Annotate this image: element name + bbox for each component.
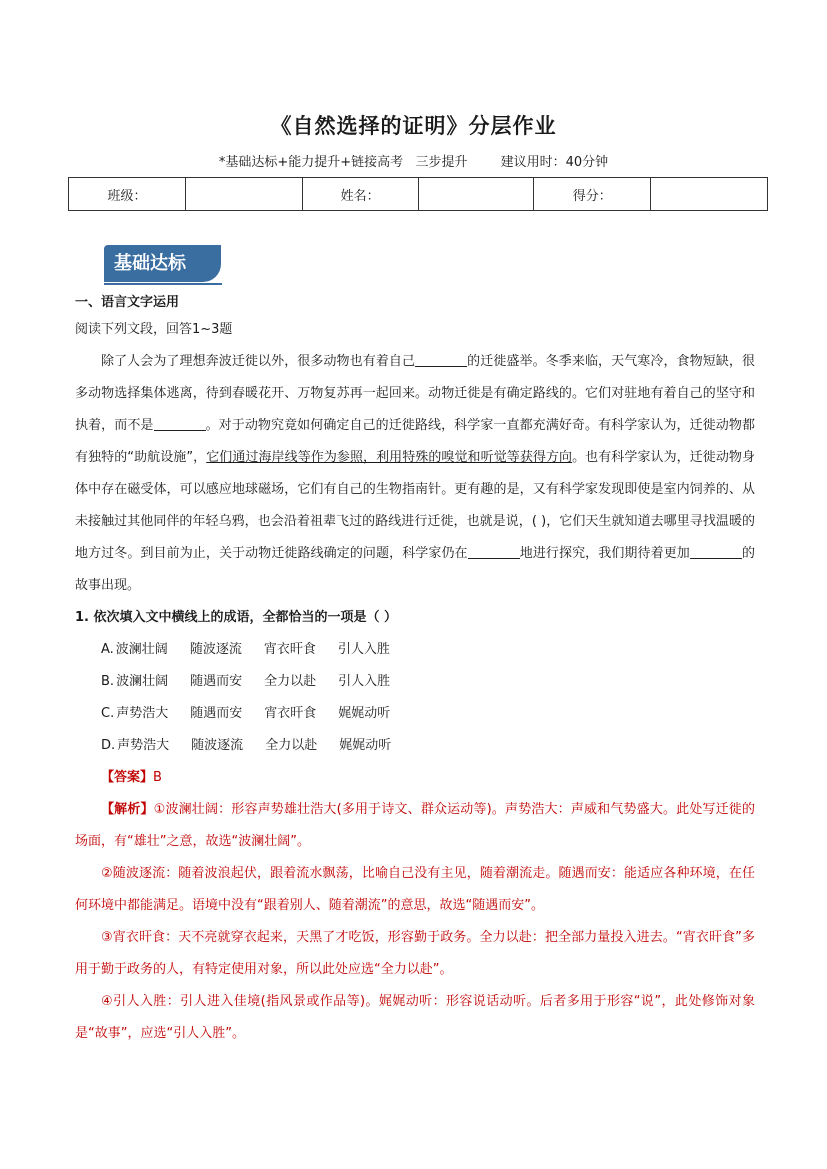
score-label: 得分：: [534, 178, 651, 211]
name-field[interactable]: [418, 178, 534, 211]
option-b[interactable]: [75, 666, 755, 698]
option-word: 随波逐流: [191, 738, 244, 753]
passage-text-7: 的故事出现。: [75, 546, 755, 593]
option-word: 宵衣旰食: [263, 642, 316, 657]
passage-text-1: 除了人会为了理想奔波迁徙以外，很多动物也有着自己: [101, 354, 416, 369]
explanation-3: ③宵衣旰食：天不亮就穿衣起来，天黑了才吃饭，形容勤于政务。全力以赴：把全部力量投入进去。“宵衣旰食”多用于勤于政务的人，有特定使用对象，所以此处应选“全力以赴”。: [75, 930, 755, 977]
option-word: 声势浩大: [116, 706, 169, 721]
option-word: 娓娓动听: [339, 738, 392, 753]
explanation-2: ②随波逐流：随着波浪起伏，跟着流水飘荡，比喻自己没有主见，随着潮流走。随遇而安：能适应各种环境，在任何环境中都能满足。语境中没有“跟着别人、随着潮流”的意思，故选“随遇而安”。: [75, 866, 755, 913]
option-word: 娓娓动听: [338, 706, 391, 721]
option-letter: B.: [101, 674, 115, 689]
option-word: 随遇而安: [190, 674, 243, 689]
option-word: 引人入胜: [338, 674, 391, 689]
explanation-text: ①波澜壮阔：形容声势雄壮浩大(多用于诗文、群众运动等)。声势浩大：声威和气势盛大。此处写迁徙的场面，有“雄壮”之意，故选“波澜壮阔”。: [75, 802, 755, 849]
option-word: 随遇而安: [190, 706, 243, 721]
explanation-label: 【解析】: [101, 802, 154, 817]
option-word: 波澜壮阔: [115, 642, 168, 657]
page-subtitle: *基础达标+能力提升+链接高考 三步提升 建议用时：40分钟: [218, 155, 609, 170]
reading-instruction: 阅读下列文段，回答1~3题: [75, 322, 233, 337]
option-word: 波澜壮阔: [116, 674, 169, 689]
option-word: 引人入胜: [337, 642, 390, 657]
option-word: 全力以赴: [264, 674, 317, 689]
section-divider: [104, 283, 222, 285]
option-letter: C.: [101, 706, 115, 721]
answer-label: 【答案】: [101, 770, 154, 785]
option-letter: A.: [101, 642, 114, 657]
passage-text-6: 地进行探究，我们期待着更加: [519, 546, 690, 561]
explanation-4: ④引人入胜：引人进入佳境(指风景或作品等)。娓娓动听：形容说话动听。后者多用于形容“说”，此处修饰对象是“故事”，应选“引人入胜”。: [75, 994, 755, 1041]
option-word: 随波逐流: [189, 642, 242, 657]
blank-4: [690, 544, 742, 559]
option-a[interactable]: [75, 634, 755, 666]
part-heading: 一、语言文字运用: [75, 295, 180, 310]
blank-3: [468, 544, 520, 559]
passage-text-3: 。对于动物究竟如何确定自己的迁徙路线，科学家一直都充满好奇。有科学家认为，迁徙动物都有独特的“助航设施”，: [75, 418, 755, 465]
passage-underlined-sentence: 它们通过海岸线等作为参照，利用特殊的嗅觉和听觉等获得方向: [206, 450, 573, 465]
answer-line: [75, 762, 755, 794]
passage-text-2: 的迁徙盛举。冬季来临，天气寒冷，食物短缺，很多动物选择集体逃离，待到春暖花开、万物复苏再一起回来。动物迁徙是有确定路线的。它们对驻地有着自己的坚守和执着，而不是: [75, 354, 755, 433]
option-d[interactable]: [75, 730, 755, 762]
score-field[interactable]: [651, 178, 768, 211]
option-c[interactable]: [75, 698, 755, 730]
page-title: 《自然选择的证明》分层作业: [270, 114, 557, 138]
blank-1: [415, 352, 467, 367]
blank-2: [154, 416, 206, 431]
option-word: 宵衣旰食: [264, 706, 317, 721]
section-tag-basic: 基础达标: [104, 245, 221, 282]
option-word: 声势浩大: [117, 738, 170, 753]
question-1-stem: 1. 依次填入文中横线上的成语，全都恰当的一项是（ ）: [75, 610, 398, 625]
explanation-1: [75, 794, 755, 858]
passage-text-5: 。也有科学家认为，迁徙动物身体中存在磁受体，可以感应地球磁场，它们有自己的生物指南针。更有趣的是，又有科学家发现即使是室内饲养的、从未接触过其他同伴的年轻乌鸦，也会沿着祖辈飞过的路线进行迁徙，也就是说，( )，它们天生就知道去哪里寻找温暖的地方过冬。到目前为止，关于动物迁徙路线确定的问题，科学家仍在: [75, 450, 755, 561]
option-word: 全力以赴: [265, 738, 318, 753]
class-field[interactable]: [185, 178, 302, 211]
reading-passage: [75, 346, 755, 602]
student-info-table: [68, 177, 768, 211]
class-label: 班级：: [69, 178, 186, 211]
main-content: [75, 292, 755, 1050]
name-label: 姓名：: [302, 178, 418, 211]
answer-value: B: [153, 770, 162, 785]
option-letter: D.: [101, 738, 116, 753]
